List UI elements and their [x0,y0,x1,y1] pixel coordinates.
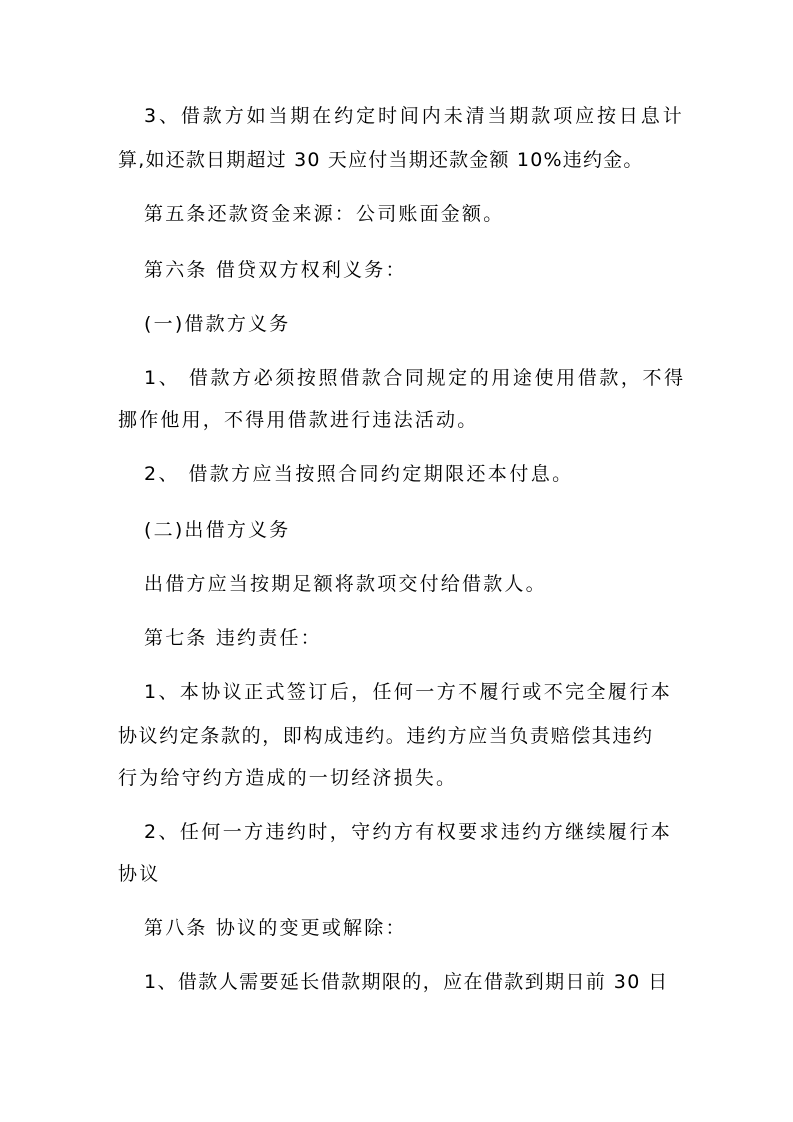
article-8-heading: 第八条 协议的变更或解除： [144,917,407,939]
breach-item-2-line-1: 2、任何一方违约时，守约方有权要求违约方继续履行本 [144,821,673,843]
lender-obligations-heading: (二)出借方义务 [144,519,291,541]
breach-item-1-line-1: 1、本协议正式签订后，任何一方不履行或不完全履行本 [144,681,673,703]
breach-item-1-line-2: 协议约定条款的，即构成违约。违约方应当负责赔偿其违约 [118,725,654,747]
borrower-obligation-1-line-2: 挪作他用，不得用借款进行违法活动。 [118,409,479,431]
article-5-repayment-source: 第五条还款资金来源：公司账面金额。 [144,203,505,225]
clause-4-item-3-line-1: 3、借款方如当期在约定时间内未清当期款项应按日息计 [144,105,685,127]
borrower-obligations-heading: (一)借款方义务 [144,313,291,335]
borrower-obligation-2: 2、 借款方应当按照合同约定期限还本付息。 [144,463,574,485]
article-7-heading: 第七条 违约责任： [144,627,322,649]
breach-item-2-line-2: 协议 [118,863,161,885]
article-6-heading: 第六条 借贷双方权利义务： [144,259,407,281]
modification-item-1-line-1: 1、借款人需要延长借款期限的，应在借款到期日前 30 日 [144,971,669,993]
clause-4-item-3-line-2: 算,如还款日期超过 30 天应付当期还款金额 10%违约金。 [118,149,644,171]
breach-item-1-line-3: 行为给守约方造成的一切经济损失。 [118,767,458,789]
borrower-obligation-1-line-1: 1、 借款方必须按照借款合同规定的用途使用借款，不得 [144,367,686,389]
lender-obligation-text: 出借方应当按期足额将款项交付给借款人。 [144,573,547,595]
